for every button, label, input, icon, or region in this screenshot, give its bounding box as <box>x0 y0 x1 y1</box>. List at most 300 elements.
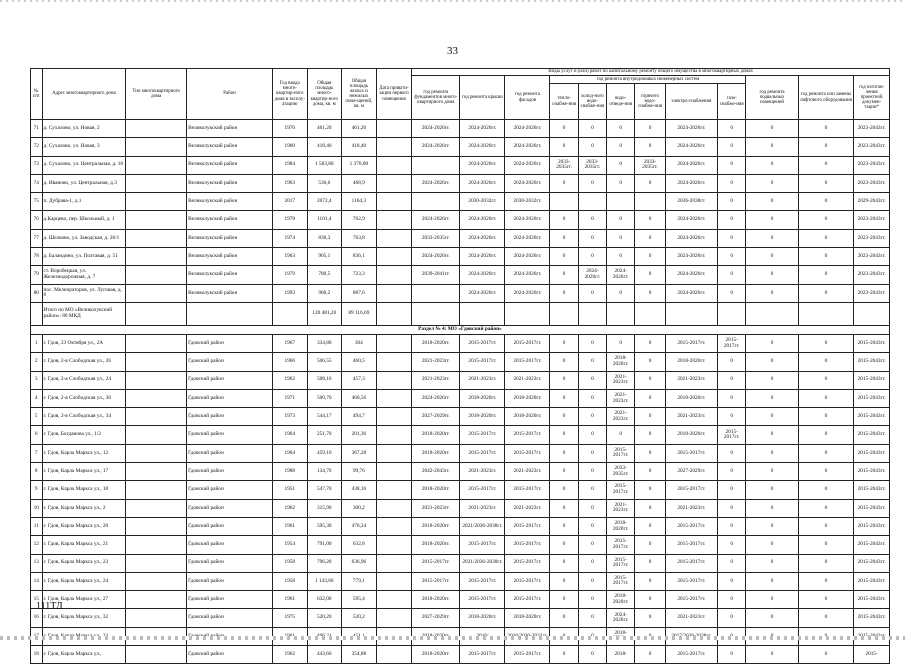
col-sewer: водо-отведе-ния <box>607 84 635 120</box>
table-cell: Гдовский район <box>187 334 273 352</box>
table-cell: 0 <box>718 444 746 462</box>
table-cell: 2023-2043гг. <box>854 284 890 302</box>
table-cell: 547,70 <box>307 481 342 499</box>
table-cell: 0 <box>578 481 606 499</box>
table-cell <box>412 284 460 302</box>
table-cell: 0 <box>746 266 798 284</box>
table-row <box>31 536 890 554</box>
table-cell <box>607 193 635 211</box>
table-cell: 2018-2020гг. <box>607 591 635 609</box>
table-cell: 1962 <box>272 646 307 664</box>
table-cell: 0 <box>798 536 854 554</box>
table-row <box>31 572 890 590</box>
table-cell: 2015-2017гг. <box>665 572 717 590</box>
table-cell: 960,2 <box>307 284 342 302</box>
table-cell: 520,2 <box>342 609 377 627</box>
table-cell: 2018-2020гг. <box>505 609 550 627</box>
table-cell: 0 <box>798 174 854 192</box>
table-cell: 2024-2026гг. <box>460 120 505 138</box>
table-cell: 2021-2023гг. <box>505 499 550 517</box>
table-cell: 0 <box>550 554 578 572</box>
table-cell <box>412 156 460 174</box>
table-cell: 0 <box>550 229 578 247</box>
table-cell: 0 <box>746 334 798 352</box>
table-cell: 1993 <box>272 284 307 302</box>
table-cell: 1962 <box>272 499 307 517</box>
table-cell: 0 <box>798 156 854 174</box>
table-cell: 2021-2023гг. <box>460 499 505 517</box>
table-cell: 2015-2017гг. <box>412 554 460 572</box>
table-cell: 2027-2029гг. <box>412 609 460 627</box>
table-cell: 2027-2029гг. <box>665 463 717 481</box>
total-area-value: 120 481,26 <box>307 302 342 325</box>
section-row <box>31 325 890 334</box>
table-cell: 0 <box>578 353 606 371</box>
table-cell: 0 <box>578 499 606 517</box>
table-cell: 1900 <box>272 138 307 156</box>
table-cell: 1967 <box>272 334 307 352</box>
table-cell <box>126 211 187 229</box>
table-cell: 0 <box>798 371 854 389</box>
table-cell: 2018- <box>607 646 635 664</box>
table-cell: 2015-2017гг. <box>665 536 717 554</box>
table-cell: 0 <box>635 120 665 138</box>
table-body-part1 <box>31 120 890 303</box>
table-cell: г. Гдов, Богданова ул., 1/2 <box>42 426 126 444</box>
table-cell: 2023-2043гг. <box>854 211 890 229</box>
table-cell: 2018-2020гг. <box>607 517 635 535</box>
col-foundation: год ремонта фундаментов много-квартирного дома <box>412 76 460 120</box>
table-cell: Гдовский район <box>187 426 273 444</box>
table-cell: Гдовский район <box>187 463 273 481</box>
table-cell: г. Гдов, Карла Маркса ул., <box>42 646 126 664</box>
total-row <box>31 302 890 325</box>
col-address: Адрес многоквартирного дома <box>42 69 126 120</box>
table-cell: 0 <box>635 444 665 462</box>
table-cell: 14 <box>31 572 43 590</box>
table-cell: 460,5 <box>342 353 377 371</box>
table-cell: 0 <box>746 463 798 481</box>
table-cell: 0 <box>718 408 746 426</box>
table-row <box>31 609 890 627</box>
table-cell: 10 <box>31 499 43 517</box>
table-cell <box>376 554 412 572</box>
table-cell: г. Гдов, Карла Маркса ул., 2 <box>42 499 126 517</box>
table-cell <box>126 120 187 138</box>
table-cell: 0 <box>635 609 665 627</box>
table-cell: 0 <box>578 334 606 352</box>
table-cell: 0 <box>578 609 606 627</box>
table-cell: 0 <box>550 609 578 627</box>
table-cell: Гдовский район <box>187 408 273 426</box>
table-cell: д. Баландино, ул. Полтавая, д. 51 <box>42 248 126 266</box>
table-cell: 2024-2026гг. <box>460 229 505 247</box>
table-cell: г. Гдов, Карла Маркса ул., 12 <box>42 444 126 462</box>
table-cell: 367,28 <box>342 444 377 462</box>
table-cell: д. Шелково, ул. Заводская, д. 26/1 <box>42 229 126 247</box>
table-cell: 443,60 <box>307 646 342 664</box>
table-cell: 494,7 <box>342 408 377 426</box>
table-cell: 2021-2023гг. <box>412 353 460 371</box>
table-cell: 2015-2017гг. <box>505 444 550 462</box>
table-cell: 506,55 <box>307 353 342 371</box>
table-cell: 0 <box>718 646 746 664</box>
table-cell: 2030-2032гг. <box>505 193 550 211</box>
table-cell: 0 <box>746 120 798 138</box>
table-cell: 0 <box>798 248 854 266</box>
table-cell: 304 <box>342 334 377 352</box>
table-cell: 1970 <box>272 120 307 138</box>
table-cell: г. Гдов, Карла Маркса ул., 32 <box>42 609 126 627</box>
table-row <box>31 284 890 302</box>
table-cell <box>126 517 187 535</box>
table-cell <box>550 193 578 211</box>
table-cell: 836,3 <box>307 229 342 247</box>
table-cell: 1974 <box>272 229 307 247</box>
table-cell: 2018-2020гг. <box>412 536 460 554</box>
table-cell <box>126 591 187 609</box>
table-cell: 2023-2043гг. <box>854 266 890 284</box>
table-cell: 0 <box>578 426 606 444</box>
table-cell <box>376 609 412 627</box>
table-cell: 0 <box>550 444 578 462</box>
table-cell: 2015-2017гг. <box>460 572 505 590</box>
table-cell: 2018-2020гг. <box>412 517 460 535</box>
table-cell: 16 <box>31 609 43 627</box>
table-cell: 2015-2017гг. <box>665 334 717 352</box>
table-cell: 2027-2029гг. <box>412 408 460 426</box>
table-cell: 2015-2017гг. <box>460 353 505 371</box>
table-cell: 0 <box>635 517 665 535</box>
table-cell: 0 <box>718 211 746 229</box>
table-cell: д.Карцево, пер. Школьный, д. 1 <box>42 211 126 229</box>
table-cell: 0 <box>798 138 854 156</box>
table-cell: 2024-2026гг. <box>412 174 460 192</box>
table-cell: 2018- <box>607 627 635 645</box>
table-row <box>31 193 890 211</box>
table-cell: 80 <box>31 284 43 302</box>
table-cell <box>376 334 412 352</box>
table-cell: г. Гдов, Карла Маркса ул., 18 <box>42 481 126 499</box>
table-cell: 0 <box>578 536 606 554</box>
table-cell: Гдовский район <box>187 609 273 627</box>
table-cell: Гдовский район <box>187 389 273 407</box>
table-cell: д. Иваново, ул. Центральная, д.3 <box>42 174 126 192</box>
table-cell: 0 <box>746 609 798 627</box>
table-cell <box>376 248 412 266</box>
table-cell: 0 <box>746 248 798 266</box>
table-cell: 2023-2043гг. <box>854 156 890 174</box>
table-cell: 2015-2017гг. <box>505 646 550 664</box>
table-cell: 0 <box>550 389 578 407</box>
table-cell <box>126 229 187 247</box>
table-cell: 0 <box>635 591 665 609</box>
table-cell: 13 <box>31 554 43 572</box>
table-cell: 0 <box>798 426 854 444</box>
table-cell: 2021-2023гг. <box>665 609 717 627</box>
table-cell: 0 <box>607 248 635 266</box>
table-cell: 0 <box>746 572 798 590</box>
table-cell: 0 <box>578 444 606 462</box>
table-cell: 0 <box>578 408 606 426</box>
col-basement: год ремонта подвальных помещений <box>746 76 798 120</box>
table-cell: 2024-2026гг. <box>460 284 505 302</box>
table-cell: Гдовский район <box>187 646 273 664</box>
table-row <box>31 481 890 499</box>
table-cell: Гдовский район <box>187 517 273 535</box>
table-cell: 15 <box>31 591 43 609</box>
table-cell: 0 <box>798 463 854 481</box>
table-cell: 905,1 <box>307 248 342 266</box>
table-cell: 300,2 <box>342 499 377 517</box>
table-cell: Гдовский район <box>187 591 273 609</box>
table-cell: 0 <box>746 138 798 156</box>
table-row <box>31 156 890 174</box>
table-cell: 2018-2020гг. <box>505 389 550 407</box>
table-cell: 0 <box>798 591 854 609</box>
table-cell <box>126 444 187 462</box>
table-row <box>31 353 890 371</box>
scan-top-edge <box>0 0 905 2</box>
table-cell: 2015-2017гг. <box>505 334 550 352</box>
table-cell: 1964 <box>272 426 307 444</box>
table-cell: 0 <box>635 174 665 192</box>
table-cell: 0 <box>798 499 854 517</box>
table-row <box>31 120 890 138</box>
col-hot-water: горячего водо-снабже-ния <box>635 84 665 120</box>
table-cell <box>376 536 412 554</box>
table-cell: 0 <box>798 444 854 462</box>
table-cell: 0 <box>578 572 606 590</box>
table-cell: 1966 <box>272 353 307 371</box>
table-cell: 0 <box>550 646 578 664</box>
table-cell: 2024-2026гг. <box>412 389 460 407</box>
table-cell: 0 <box>607 120 635 138</box>
table-row <box>31 211 890 229</box>
table-cell: 2015-2017гг. <box>505 517 550 535</box>
table-cell: 2024-2026гг. <box>505 156 550 174</box>
table-row <box>31 463 890 481</box>
table-cell: 1963 <box>272 174 307 192</box>
table-cell: пос. Мелиораторов, ул. Луговая, д. 6 <box>42 284 126 302</box>
table-cell: 0 <box>746 284 798 302</box>
table-cell <box>126 609 187 627</box>
table-cell: 201,36 <box>342 426 377 444</box>
table-cell <box>126 646 187 664</box>
col-heat: тепло-снабже-ния <box>550 84 578 120</box>
table-cell: 2015-2017гг. <box>460 591 505 609</box>
table-cell: 0 <box>607 156 635 174</box>
table-cell: 461,20 <box>342 120 377 138</box>
table-cell: 0 <box>578 248 606 266</box>
table-cell: 2024-2026гг. <box>412 211 460 229</box>
table-cell: 354,88 <box>342 646 377 664</box>
table-cell: д. Сухалово, ул. Новая, 2 <box>42 120 126 138</box>
table-cell <box>126 408 187 426</box>
table-cell: 476,24 <box>342 517 377 535</box>
table-cell <box>376 120 412 138</box>
table-cell: 2024-2026гг. <box>412 138 460 156</box>
table-cell <box>376 211 412 229</box>
table-cell: 2024-2026гг. <box>505 248 550 266</box>
col-facade: год ремонта фасадов <box>505 76 550 120</box>
table-cell: 0 <box>550 371 578 389</box>
table-cell: 0 <box>718 248 746 266</box>
table-cell: 0 <box>550 211 578 229</box>
table-cell: 2024-2026гг. <box>460 156 505 174</box>
table-cell: 2018-2020гг. <box>412 646 460 664</box>
table-cell <box>376 463 412 481</box>
table-cell: 1971 <box>272 389 307 407</box>
table-cell: Великолукский район <box>187 174 273 192</box>
table-cell: 0 <box>550 481 578 499</box>
table-cell: 836,1 <box>342 248 377 266</box>
table-cell: 0 <box>550 591 578 609</box>
table-cell: 2024-2026гг. <box>412 248 460 266</box>
table-cell: 2021/2036-2038гг. <box>460 517 505 535</box>
table-cell: 79 <box>31 266 43 284</box>
table-cell: Гдовский район <box>187 572 273 590</box>
table-cell: д. Сухалово, ул. Центральная, д. 18 <box>42 156 126 174</box>
table-cell: 0 <box>550 266 578 284</box>
table-cell: 0 <box>578 517 606 535</box>
table-cell: 2033-2035гг. <box>607 463 635 481</box>
table-cell: 457,3 <box>342 371 377 389</box>
table-cell: 2018-2020гг. <box>460 609 505 627</box>
table-cell: 8 <box>31 463 43 481</box>
table-cell: 1961 <box>272 517 307 535</box>
table-cell <box>376 174 412 192</box>
table-cell: г. Гдов, Карла Маркса ул., 27 <box>42 591 126 609</box>
table-cell: 0 <box>635 334 665 352</box>
table-cell: 1973 <box>272 408 307 426</box>
table-cell: 0 <box>746 426 798 444</box>
table-cell <box>376 353 412 371</box>
table-cell: 2015-2017гг. <box>505 536 550 554</box>
table-cell: 2015-2017гг. <box>607 536 635 554</box>
table-cell: 0 <box>798 334 854 352</box>
table-cell: 0 <box>635 408 665 426</box>
footer-code: 111ТЛ <box>36 601 63 612</box>
table-cell: 2015-2017гг. <box>505 481 550 499</box>
table-cell <box>635 193 665 211</box>
table-cell: 2033-2035гг. <box>412 229 460 247</box>
table-cell: 460,56 <box>342 389 377 407</box>
table-cell: 0 <box>746 481 798 499</box>
table-cell: 0 <box>798 284 854 302</box>
table-cell: Гдовский район <box>187 371 273 389</box>
table-cell: 2023-2043гг. <box>854 174 890 192</box>
table-cell: 0 <box>578 463 606 481</box>
table-cell: 18 <box>31 646 43 664</box>
table-cell: 2015-2017гг. <box>505 554 550 572</box>
table-cell <box>126 371 187 389</box>
table-cell: 0 <box>718 156 746 174</box>
col-district: Район <box>187 69 273 120</box>
table-cell: 0 <box>718 266 746 284</box>
table-cell: 99,76 <box>342 463 377 481</box>
table-cell: 0 <box>635 426 665 444</box>
table-cell: 0 <box>746 371 798 389</box>
table-cell <box>376 426 412 444</box>
table-cell: 2024-2026гг. <box>505 266 550 284</box>
table-cell: 1101,4 <box>307 211 342 229</box>
table-cell: 0 <box>635 499 665 517</box>
table-cell: 0 <box>718 174 746 192</box>
table-cell: 2023-2043гг. <box>854 138 890 156</box>
table-cell: 2015-2043гг. <box>854 572 890 590</box>
table-cell: 2015-2017гг. <box>505 426 550 444</box>
table-cell: 76 <box>31 211 43 229</box>
table-cell: 0 <box>578 389 606 407</box>
table-cell <box>126 353 187 371</box>
table-cell: 4 <box>31 389 43 407</box>
table-cell: г. Гдов, 2-я Слободская ул., 30 <box>42 389 126 407</box>
table-cell: 0 <box>607 284 635 302</box>
table-cell: 2024-2026гг. <box>460 266 505 284</box>
table-cell: 1164,3 <box>342 193 377 211</box>
table-cell: 723,3 <box>342 266 377 284</box>
table-row <box>31 646 890 664</box>
table-cell: 3 <box>31 371 43 389</box>
table-cell: 2023-2043гг. <box>854 229 890 247</box>
table-cell: 2024-2026гг. <box>665 156 717 174</box>
table-cell: 500,70 <box>307 389 342 407</box>
table-cell: 0 <box>718 371 746 389</box>
table-cell: 2015-2043гг. <box>854 444 890 462</box>
table-cell: 0 <box>635 536 665 554</box>
works-group-header: Виды услуг и (или) работ по капитальному ремонту общего имущества в многоквартирных домах <box>412 69 890 76</box>
table-cell: 0 <box>718 609 746 627</box>
table-cell: 0 <box>746 174 798 192</box>
table-cell: 0 <box>635 248 665 266</box>
table-cell: 0 <box>798 572 854 590</box>
table-cell: 0 <box>550 499 578 517</box>
table-cell: 251,70 <box>307 426 342 444</box>
col-cold-water: холод-ного водо-снабже-ния <box>578 84 606 120</box>
table-cell: 0 <box>635 389 665 407</box>
table-cell: 0 <box>798 408 854 426</box>
table-cell: 0 <box>746 536 798 554</box>
table-cell <box>376 499 412 517</box>
table-cell: 5 <box>31 408 43 426</box>
table-cell: 2018-2020гг. <box>607 353 635 371</box>
table-cell: 0 <box>718 389 746 407</box>
table-cell: 2015-2043гг. <box>854 499 890 517</box>
table-cell: 0 <box>798 554 854 572</box>
table-cell <box>126 156 187 174</box>
table-cell: 0 <box>578 120 606 138</box>
table-cell: 0 <box>635 554 665 572</box>
table-cell: 0 <box>550 353 578 371</box>
table-cell: 0 <box>798 646 854 664</box>
table-cell: 1 <box>31 334 43 352</box>
table-cell: 0 <box>635 353 665 371</box>
table-row <box>31 266 890 284</box>
table-cell <box>126 481 187 499</box>
table-cell: 0 <box>746 408 798 426</box>
table-cell: 1958 <box>272 554 307 572</box>
table-cell: 2015-2043гг. <box>854 371 890 389</box>
table-cell: 796,20 <box>307 554 342 572</box>
table-cell: 2021-2023гг. <box>505 371 550 389</box>
table-cell: 0 <box>550 248 578 266</box>
table-cell <box>126 389 187 407</box>
table-cell <box>376 266 412 284</box>
table-cell: 0 <box>746 193 798 211</box>
table-cell: 0 <box>550 138 578 156</box>
table-cell: 0 <box>798 229 854 247</box>
